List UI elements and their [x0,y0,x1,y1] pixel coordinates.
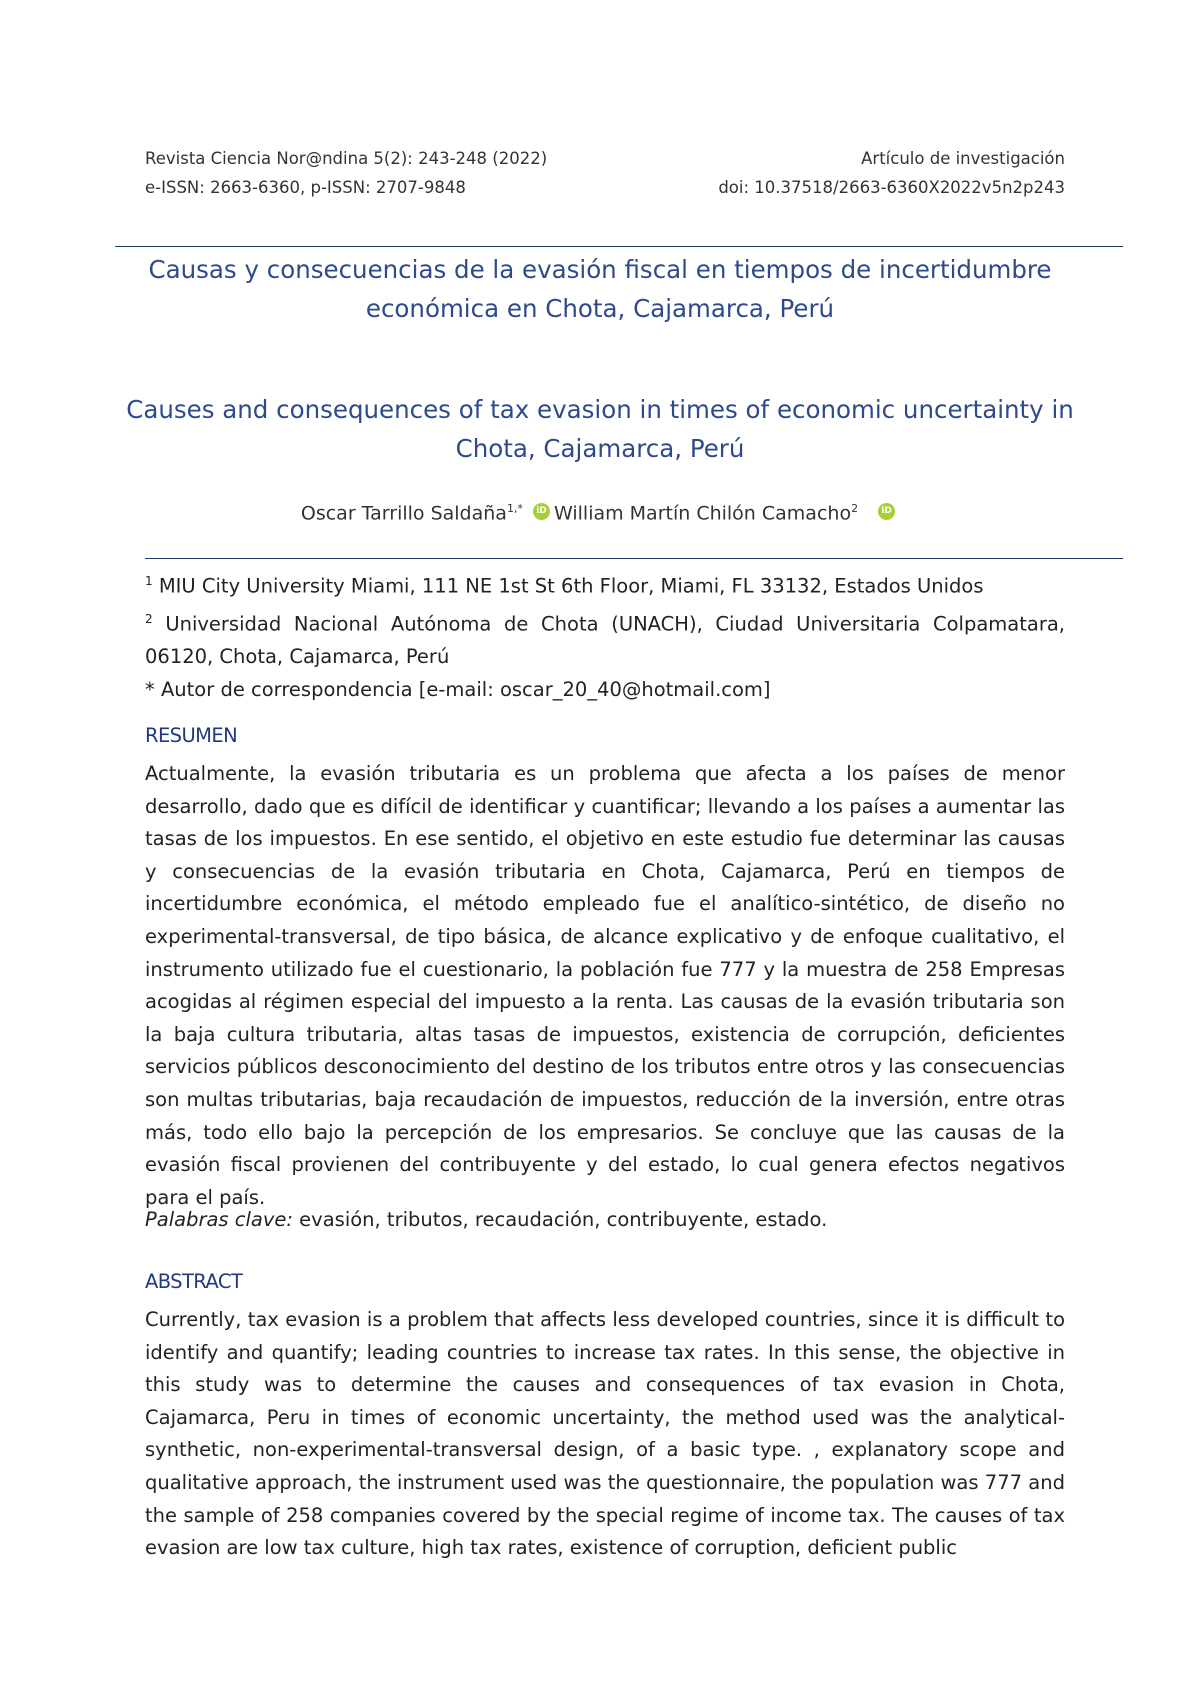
orcid-icon[interactable]: iD [878,503,895,520]
keywords [145,1208,827,1231]
affiliation-marker: 2 [145,612,153,626]
title-spanish-line2: económica en Chota, Cajamarca, Perú [365,294,835,323]
author-divider [145,558,1123,559]
journal-header [145,144,1065,202]
author-name: William Martín Chilón Camacho [553,502,852,525]
title-english-line1: Causes and consequences of tax evasion in times of economic uncertainty in [126,395,1074,424]
doi-link[interactable]: doi: 10.37518/2663-6360X2022v5n2p243 [718,178,1065,197]
affiliation-2 [145,603,1065,674]
title-english [120,390,1080,468]
article-type: Artículo de investigación [861,149,1065,168]
journal-citation: Revista Ciencia Nor@ndina 5(2): 243-248 (2022) [145,149,548,168]
resumen-heading: RESUMEN [145,724,238,747]
affiliations [145,565,1065,706]
affiliation-1 [145,565,1065,603]
title-spanish-line1: Causas y consecuencias de la evasión fiscal en tiempos de incertidumbre [148,255,1052,284]
issn: e-ISSN: 2663-6360, p-ISSN: 2707-9848 [145,178,466,197]
orcid-icon[interactable]: iD [533,503,550,520]
affiliation-text: MIU City University Miami, 111 NE 1st St 6th Floor, Miami, FL 33132, Estados Unidos [158,574,984,598]
abstract-heading: ABSTRACT [145,1270,243,1293]
correspondence: * Autor de correspondencia [e-mail: oscar_20_40@hotmail.com] [145,677,771,701]
keywords-label: Palabras clave: [145,1208,293,1231]
affiliation-marker: 1 [145,574,153,588]
abstract-body: Currently, tax evasion is a problem that affects less developed countries, since it is difficult to identify and quantify; leading countries to increase tax rates. In this sense, the objective in this study was to determine the causes and consequences of tax evasion in Chota, Cajamarca, Peru in times of economic uncertainty, the method used was the analytical-synthetic, non-experimental-transversal design, of a basic type. , explanatory scope and qualitative approach, the instrument used was the questionnaire, the population was 777 and the sample of 258 companies covered by the special regime of income tax. The causes of tax evasion are low tax culture, high tax rates, existence of corruption, deficient public [145,1308,1065,1560]
author-superscript: 1,* [506,502,523,515]
title-english-line2: Chota, Cajamarca, Perú [455,434,745,463]
affiliation-text: Universidad Nacional Autónoma de Chota (UNACH), Ciudad Universitaria Colpamatara, 06120, Chota, Cajamarca, Perú [145,612,1065,668]
author-superscript: 2 [851,502,859,515]
author-name: Oscar Tarrillo Saldaña [300,502,507,525]
keywords-list: evasión, tributos, recaudación, contribuyente, estado. [292,1208,828,1231]
header-divider [115,246,1123,247]
title-spanish [120,250,1080,328]
author-list [0,502,1200,524]
resumen-body: Actualmente, la evasión tributaria es un problema que afecta a los países de menor desarrollo, dado que es difícil de identificar y cuantificar; llevando a los países a aumentar las tasas de los impuestos. En ese sentido, el objetivo en este estudio fue determinar las causas y consecuencias de la evasión tributaria en Chota, Cajamarca, Perú en tiempos de incertidumbre económica, el método empleado fue el analítico-sintético, de diseño no experimental-transversal, de tipo básica, de alcance explicativo y de enfoque cualitativo, el instrumento utilizado fue el cuestionario, la población fue 777 y la muestra de 258 Empresas acogidas al régimen especial del impuesto a la renta. Las causas de la evasión tributaria son la baja cultura tributaria, altas tasas de impuestos, existencia de corrupción, deficientes servicios públicos desconocimiento del destino de los tributos entre otros y las consecuencias son multas tributarias, baja recaudación de impuestos, reducción de la inversión, entre otras más, todo ello bajo la percepción de los empresarios. Se concluye que las causas de la evasión fiscal provienen del contribuyente y del estado, lo cual genera efectos negativos para el país. [145,762,1065,1209]
